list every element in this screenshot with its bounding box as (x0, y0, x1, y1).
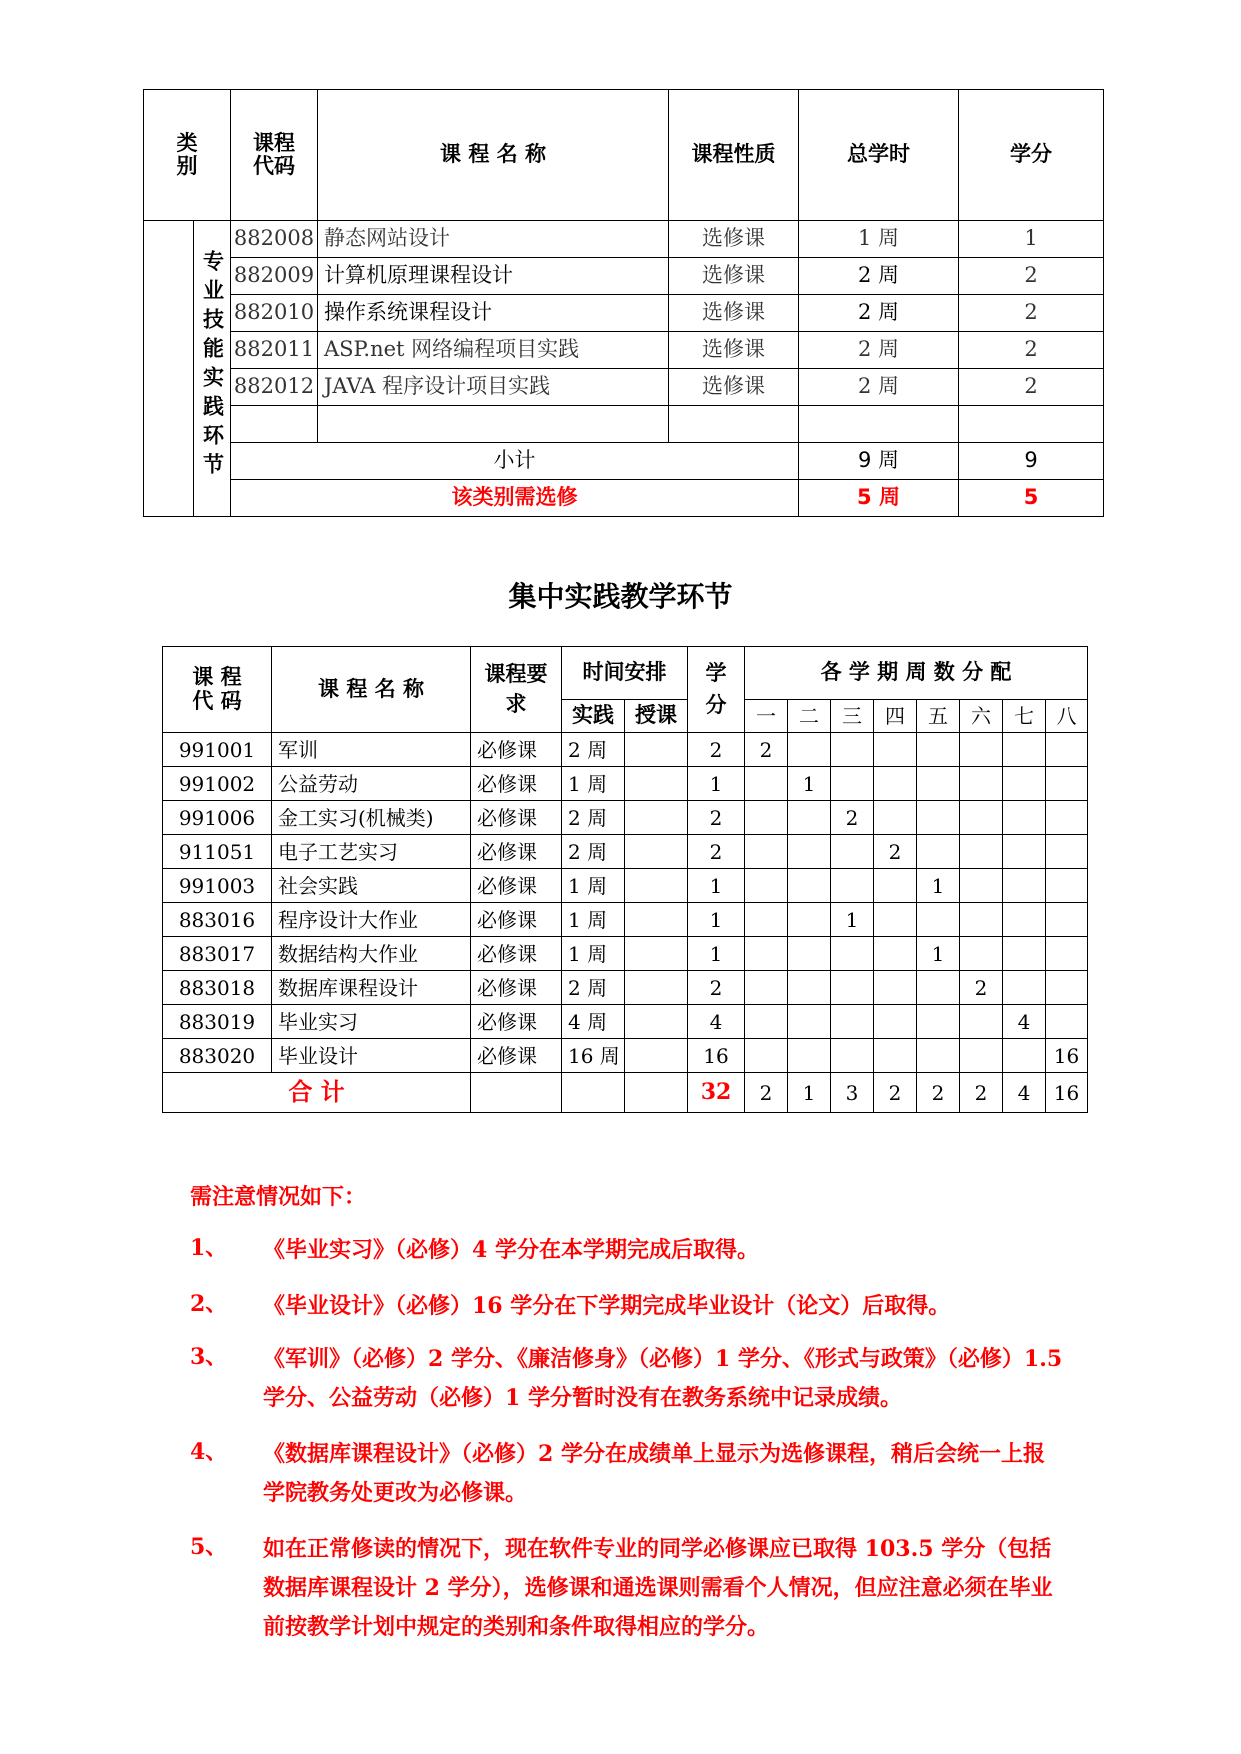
course-name: 程序设计大作业 (272, 903, 471, 937)
semester-weeks (831, 869, 874, 903)
course-requirement: 必修课 (471, 733, 562, 767)
header-schedule: 时间安排 (562, 647, 688, 700)
header-lecture: 授课 (625, 700, 688, 733)
semester-weeks (917, 1005, 960, 1039)
course-credits: 16 (688, 1039, 745, 1073)
required-credits: 5 (959, 480, 1104, 517)
table-row (163, 835, 1088, 869)
lecture-weeks (625, 971, 688, 1005)
header-requirement: 课程要求 (471, 647, 562, 733)
semester-weeks (917, 1039, 960, 1073)
semester-weeks (960, 767, 1003, 801)
semester-weeks (917, 971, 960, 1005)
semester-weeks (788, 971, 831, 1005)
course-requirement: 必修课 (471, 835, 562, 869)
course-hours: 2 周 (799, 258, 959, 295)
semester-weeks (1046, 937, 1088, 971)
practice-weeks: 1 周 (562, 903, 625, 937)
course-code: 882010 (231, 295, 318, 332)
course-code: 991001 (163, 733, 272, 767)
header-code: 课程代码 (231, 90, 318, 221)
semester-weeks (874, 767, 917, 801)
note-text: 《数据库课程设计》（必修）2 学分在成绩单上显示为选修课程，稍后会统一上报学院教务处更改为必修课。 (263, 1441, 1045, 1506)
semester-weeks (874, 869, 917, 903)
lecture-weeks (625, 1039, 688, 1073)
note-number: 2、 (190, 1291, 228, 1317)
total-semester: 3 (831, 1073, 874, 1113)
course-hours: 2 周 (799, 332, 959, 369)
course-requirement: 必修课 (471, 971, 562, 1005)
semester-weeks (745, 971, 788, 1005)
category-label: 专业技能实践环节 (194, 221, 231, 517)
semester-weeks (917, 801, 960, 835)
total-semester: 16 (1046, 1073, 1088, 1113)
category-spacer (144, 221, 194, 517)
practice-weeks: 16 周 (562, 1039, 625, 1073)
semester-weeks (788, 733, 831, 767)
lecture-weeks (625, 937, 688, 971)
lecture-weeks (625, 801, 688, 835)
semester-weeks (788, 835, 831, 869)
total-semester: 2 (745, 1073, 788, 1113)
course-name: ASP.net 网络编程项目实践 (318, 332, 669, 369)
practice-weeks: 2 周 (562, 971, 625, 1005)
lecture-weeks (625, 767, 688, 801)
table-row (163, 733, 1088, 767)
total-semester: 2 (874, 1073, 917, 1113)
course-credits: 4 (688, 1005, 745, 1039)
header-semester: 六 (960, 700, 1003, 733)
semester-weeks (788, 1005, 831, 1039)
course-requirement: 必修课 (471, 869, 562, 903)
subtotal-credits: 9 (959, 443, 1104, 480)
semester-weeks (788, 869, 831, 903)
semester-weeks (960, 1005, 1003, 1039)
course-requirement: 必修课 (471, 1039, 562, 1073)
course-hours: 2 周 (799, 295, 959, 332)
course-code: 991006 (163, 801, 272, 835)
semester-weeks (874, 1005, 917, 1039)
course-name: 公益劳动 (272, 767, 471, 801)
semester-weeks (1046, 971, 1088, 1005)
semester-weeks (1046, 903, 1088, 937)
course-requirement: 必修课 (471, 937, 562, 971)
semester-weeks (831, 937, 874, 971)
course-code: 882009 (231, 258, 318, 295)
course-credits: 1 (959, 221, 1104, 258)
table-row (163, 869, 1088, 903)
semester-weeks (1003, 1039, 1046, 1073)
practice-weeks: 1 周 (562, 937, 625, 971)
semester-weeks (917, 903, 960, 937)
header-semester: 五 (917, 700, 960, 733)
lecture-weeks (625, 835, 688, 869)
course-name: 计算机原理课程设计 (318, 258, 669, 295)
course-requirement: 必修课 (471, 801, 562, 835)
semester-weeks: 1 (917, 869, 960, 903)
semester-weeks (745, 835, 788, 869)
course-requirement: 必修课 (471, 903, 562, 937)
semester-weeks (1046, 733, 1088, 767)
lecture-weeks (625, 1005, 688, 1039)
table-row (163, 1005, 1088, 1039)
semester-weeks: 16 (1046, 1039, 1088, 1073)
empty-cell (318, 406, 669, 443)
course-credits: 2 (959, 258, 1104, 295)
empty-cell (471, 1073, 562, 1113)
header-semester: 七 (1003, 700, 1046, 733)
lecture-weeks (625, 903, 688, 937)
table-row (163, 937, 1088, 971)
subtotal-label: 小计 (231, 443, 799, 480)
course-name: 操作系统课程设计 (318, 295, 669, 332)
course-name: 军训 (272, 733, 471, 767)
semester-weeks (917, 733, 960, 767)
semester-weeks (960, 1039, 1003, 1073)
course-code: 911051 (163, 835, 272, 869)
note-text: 《毕业实习》（必修）4 学分在本学期完成后取得。 (263, 1237, 759, 1263)
empty-cell (799, 406, 959, 443)
required-hours: 5 周 (799, 480, 959, 517)
course-hours: 2 周 (799, 369, 959, 406)
table-row (163, 903, 1088, 937)
semester-weeks (831, 971, 874, 1005)
semester-weeks (1003, 937, 1046, 971)
course-credits: 1 (688, 903, 745, 937)
course-code: 883017 (163, 937, 272, 971)
course-credits: 2 (959, 332, 1104, 369)
empty-cell (231, 406, 318, 443)
semester-weeks (831, 767, 874, 801)
semester-weeks (960, 733, 1003, 767)
course-code: 882011 (231, 332, 318, 369)
semester-weeks (1046, 869, 1088, 903)
semester-weeks (874, 733, 917, 767)
note-text: 《毕业设计》（必修）16 学分在下学期完成毕业设计（论文）后取得。 (263, 1293, 951, 1319)
header-code: 课 程 代 码 (163, 647, 272, 733)
header-semester: 四 (874, 700, 917, 733)
header-category: 类别 (144, 90, 231, 221)
header-hours: 总学时 (799, 90, 959, 221)
header-semester: 一 (745, 700, 788, 733)
semester-weeks: 1 (917, 937, 960, 971)
course-nature: 选修课 (669, 221, 799, 258)
header-semester: 三 (831, 700, 874, 733)
header-practice: 实践 (562, 700, 625, 733)
semester-weeks (960, 835, 1003, 869)
header-semester: 二 (788, 700, 831, 733)
semester-weeks (1003, 733, 1046, 767)
semester-weeks (831, 733, 874, 767)
semester-weeks (874, 903, 917, 937)
course-nature: 选修课 (669, 295, 799, 332)
table-row (163, 801, 1088, 835)
note-number: 5、 (190, 1534, 228, 1560)
note-text: 《军训》（必修）2 学分、《廉洁修身》（必修）1 学分、《形式与政策》（必修）1.5 学分、公益劳动（必修）1 学分暂时没有在教务系统中记录成绩。 (263, 1346, 1063, 1411)
total-semester: 4 (1003, 1073, 1046, 1113)
course-code: 883020 (163, 1039, 272, 1073)
lecture-weeks (625, 869, 688, 903)
semester-weeks (874, 937, 917, 971)
semester-weeks (788, 1039, 831, 1073)
course-credits: 1 (688, 767, 745, 801)
course-code: 882012 (231, 369, 318, 406)
course-code: 883019 (163, 1005, 272, 1039)
course-credits: 2 (688, 835, 745, 869)
semester-weeks (745, 937, 788, 971)
notes-title: 需注意情况如下： (190, 1184, 367, 1210)
course-name: 毕业设计 (272, 1039, 471, 1073)
semester-weeks (960, 903, 1003, 937)
course-requirement: 必修课 (471, 1005, 562, 1039)
course-name: 毕业实习 (272, 1005, 471, 1039)
course-code: 883016 (163, 903, 272, 937)
semester-weeks (1046, 835, 1088, 869)
course-credits: 2 (688, 971, 745, 1005)
semester-weeks (745, 1005, 788, 1039)
empty-cell (625, 1073, 688, 1113)
semester-weeks (1003, 903, 1046, 937)
semester-weeks: 2 (874, 835, 917, 869)
course-credits: 2 (959, 369, 1104, 406)
course-credits: 2 (688, 801, 745, 835)
semester-weeks (1003, 767, 1046, 801)
semester-weeks: 4 (1003, 1005, 1046, 1039)
semester-weeks: 2 (960, 971, 1003, 1005)
course-nature: 选修课 (669, 332, 799, 369)
semester-weeks: 1 (788, 767, 831, 801)
course-name: 数据结构大作业 (272, 937, 471, 971)
course-requirement: 必修课 (471, 767, 562, 801)
semester-weeks: 2 (831, 801, 874, 835)
required-label: 该类别需选修 (231, 480, 799, 517)
practice-weeks: 2 周 (562, 801, 625, 835)
semester-weeks (917, 767, 960, 801)
semester-weeks: 1 (831, 903, 874, 937)
semester-weeks (745, 903, 788, 937)
semester-weeks (831, 1039, 874, 1073)
semester-weeks (788, 903, 831, 937)
header-credits: 学分 (959, 90, 1104, 221)
practice-weeks: 4 周 (562, 1005, 625, 1039)
header-name: 课 程 名 称 (318, 90, 669, 221)
section-title: 集中实践教学环节 (508, 580, 733, 613)
total-semester: 2 (960, 1073, 1003, 1113)
table-row (163, 971, 1088, 1005)
empty-cell (959, 406, 1104, 443)
semester-weeks (745, 767, 788, 801)
table-row (163, 1039, 1088, 1073)
course-name: 社会实践 (272, 869, 471, 903)
practice-weeks: 2 周 (562, 835, 625, 869)
semester-weeks (874, 1039, 917, 1073)
total-semester: 1 (788, 1073, 831, 1113)
semester-weeks (1003, 971, 1046, 1005)
note-number: 1、 (190, 1235, 228, 1261)
header-distribution: 各 学 期 周 数 分 配 (745, 647, 1088, 700)
practice-weeks: 2 周 (562, 733, 625, 767)
course-credits: 1 (688, 937, 745, 971)
practice-weeks: 1 周 (562, 869, 625, 903)
semester-weeks (831, 835, 874, 869)
header-semester: 八 (1046, 700, 1088, 733)
semester-weeks (788, 937, 831, 971)
semester-weeks (745, 869, 788, 903)
note-number: 4、 (190, 1439, 228, 1465)
semester-weeks (960, 869, 1003, 903)
semester-weeks (1046, 767, 1088, 801)
subtotal-hours: 9 周 (799, 443, 959, 480)
course-code: 991002 (163, 767, 272, 801)
centralized-practice-table (162, 646, 1088, 1113)
course-name: 静态网站设计 (318, 221, 669, 258)
total-semester: 2 (917, 1073, 960, 1113)
course-name: 金工实习(机械类) (272, 801, 471, 835)
semester-weeks (917, 835, 960, 869)
semester-weeks (1003, 835, 1046, 869)
course-code: 882008 (231, 221, 318, 258)
course-hours: 1 周 (799, 221, 959, 258)
semester-weeks: 2 (745, 733, 788, 767)
course-name: JAVA 程序设计项目实践 (318, 369, 669, 406)
note-text: 如在正常修读的情况下，现在软件专业的同学必修课应已取得 103.5 学分（包括数据库课程设计 2 学分），选修课和通选课则需看个人情况，但应注意必须在毕业前按教学计划中规定的类别和条件取得相应的学分。 (263, 1536, 1053, 1640)
header-name: 课 程 名 称 (272, 647, 471, 733)
semester-weeks (1003, 801, 1046, 835)
empty-cell (669, 406, 799, 443)
elective-practice-table (143, 89, 1104, 517)
semester-weeks (1003, 869, 1046, 903)
course-nature: 选修课 (669, 369, 799, 406)
course-nature: 选修课 (669, 258, 799, 295)
note-number: 3、 (190, 1344, 228, 1370)
empty-cell (562, 1073, 625, 1113)
semester-weeks (874, 971, 917, 1005)
course-name: 数据库课程设计 (272, 971, 471, 1005)
total-label: 合 计 (163, 1073, 471, 1113)
practice-weeks: 1 周 (562, 767, 625, 801)
semester-weeks (831, 1005, 874, 1039)
header-credits: 学分 (688, 647, 745, 733)
table-row (163, 767, 1088, 801)
course-name: 电子工艺实习 (272, 835, 471, 869)
semester-weeks (960, 801, 1003, 835)
course-credits: 2 (959, 295, 1104, 332)
semester-weeks (745, 1039, 788, 1073)
course-code: 991003 (163, 869, 272, 903)
course-credits: 2 (688, 733, 745, 767)
semester-weeks (1046, 801, 1088, 835)
course-code: 883018 (163, 971, 272, 1005)
course-credits: 1 (688, 869, 745, 903)
semester-weeks (1046, 1005, 1088, 1039)
semester-weeks (874, 801, 917, 835)
semester-weeks (788, 801, 831, 835)
header-nature: 课程性质 (669, 90, 799, 221)
semester-weeks (960, 937, 1003, 971)
lecture-weeks (625, 733, 688, 767)
total-credits: 32 (688, 1073, 745, 1113)
semester-weeks (745, 801, 788, 835)
